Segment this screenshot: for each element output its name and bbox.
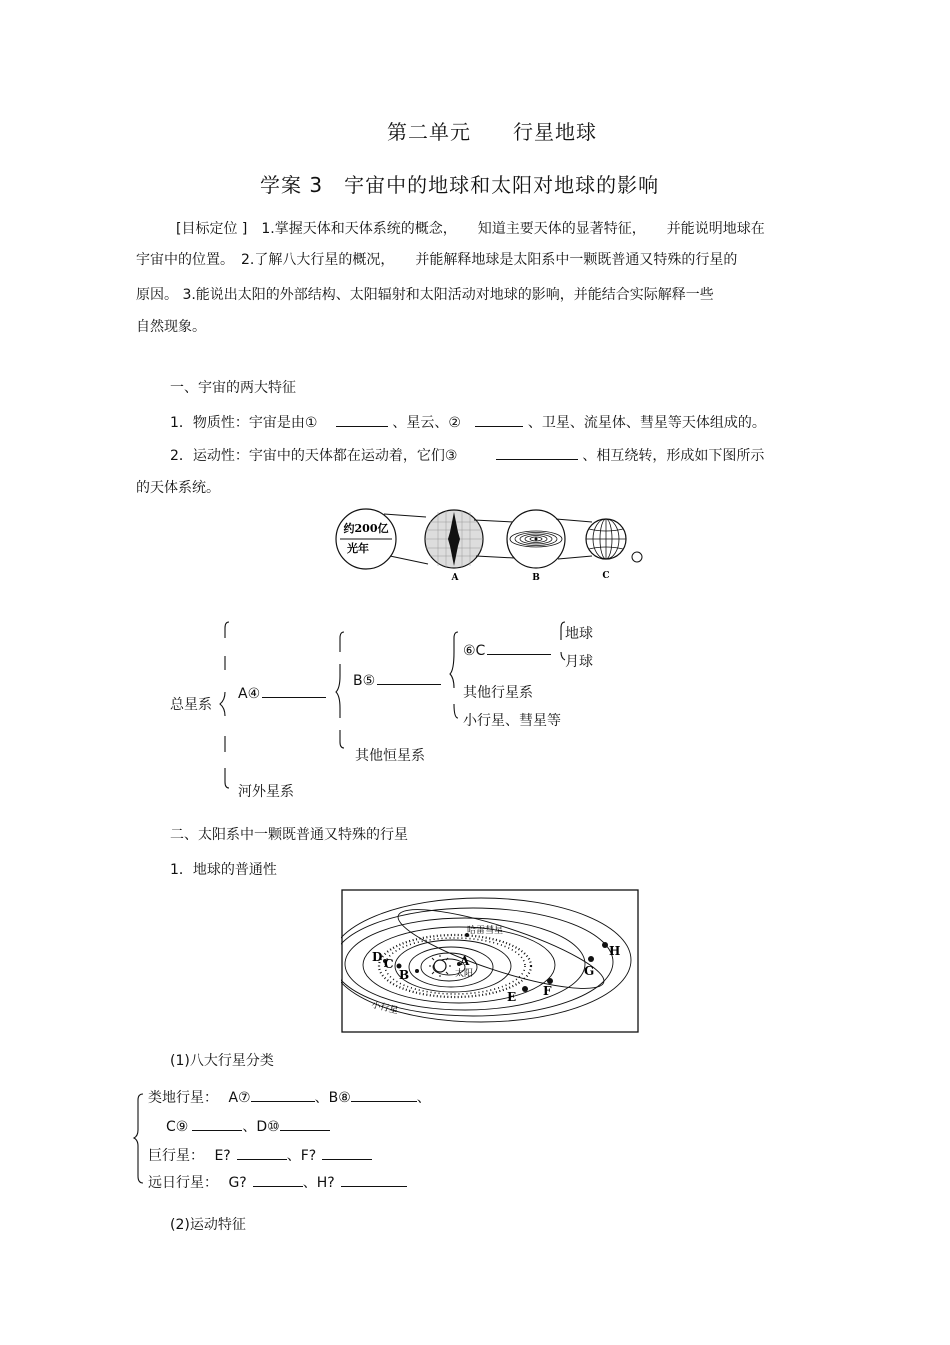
blank-13[interactable] <box>253 1172 303 1187</box>
blank-1[interactable] <box>336 412 388 427</box>
item1-text-b: 、星云、② <box>392 415 461 431</box>
b-label: B⑤ <box>353 673 376 689</box>
blank-8[interactable] <box>351 1087 417 1102</box>
blank-2[interactable] <box>475 412 523 427</box>
lesson-title: 学案 3 宇宙中的地球和太阳对地球的影响 <box>260 173 660 197</box>
planet-f: F <box>543 984 552 998</box>
hierarchy-moon: 月球 <box>565 654 593 670</box>
sun-label: 太阳 <box>455 969 474 979</box>
giant-label: 巨行星： <box>148 1148 204 1164</box>
terrestrial-row-2 <box>166 1116 330 1136</box>
f-label: 、F? <box>286 1148 317 1164</box>
blank-11[interactable] <box>237 1145 287 1160</box>
hierarchy-extragalactic: 河外星系 <box>238 784 294 800</box>
blank-4[interactable] <box>262 683 326 698</box>
section1-heading: 一、宇宙的两大特征 <box>170 380 296 396</box>
classification-heading: (1)八大行星分类 <box>170 1053 274 1069</box>
hierarchy-a <box>238 683 326 702</box>
c9-label: C⑨ <box>166 1119 189 1135</box>
blank-14[interactable] <box>341 1172 407 1187</box>
end-mark: 、 <box>416 1090 431 1106</box>
hierarchy-other-planets: 其他行星系 <box>463 685 533 701</box>
planet-b: B <box>399 968 410 982</box>
section2-item1: 1．地球的普通性 <box>170 862 277 878</box>
item2-text-a: 2．运动性：宇宙中的天体都在运动着，它们③ <box>170 448 458 464</box>
g-label: G? <box>228 1175 247 1191</box>
a7-label: A⑦ <box>228 1090 251 1106</box>
section1-item1 <box>170 412 766 432</box>
item2-text-b: 、相互绕转，形成如下图所示 <box>582 448 765 464</box>
hierarchy-c <box>463 640 551 659</box>
far-label: 远日行星： <box>148 1175 218 1191</box>
planet-c: C <box>384 957 394 971</box>
d10-label: 、D⑩ <box>242 1119 280 1135</box>
h-label: 、H? <box>302 1175 335 1191</box>
section1-item2-cont: 的天体系统。 <box>136 480 220 496</box>
c-label: ⑥C <box>463 643 486 659</box>
universe-unit-text: 光年 <box>347 542 369 555</box>
motion-heading: (2)运动特征 <box>170 1217 246 1233</box>
hierarchy-earth: 地球 <box>565 626 593 642</box>
terrestrial-label: 类地行星： <box>148 1090 218 1106</box>
b8-label: 、B⑧ <box>314 1090 351 1106</box>
planet-e: E <box>507 990 517 1004</box>
blank-3[interactable] <box>496 445 578 460</box>
brace-b <box>450 632 458 718</box>
blank-9[interactable] <box>192 1116 242 1131</box>
blank-7[interactable] <box>251 1087 315 1102</box>
blank-6[interactable] <box>487 640 551 655</box>
brace-root <box>220 622 229 788</box>
objectives-line-3: 原因。 3.能说出太阳的外部结构、太阳辐射和太阳活动对地球的影响，并能结合实际解释一些 <box>136 287 714 303</box>
label-a: A <box>451 573 459 583</box>
blank-10[interactable] <box>280 1116 330 1131</box>
item1-text-c: 、卫星、流星体、彗星等天体组成的。 <box>527 415 766 431</box>
solar-system-figure <box>341 889 639 1033</box>
section1-item2 <box>170 445 764 465</box>
planet-a: A <box>460 954 470 968</box>
planet-g: G <box>584 964 595 978</box>
classification-brace <box>132 1090 146 1190</box>
hierarchy-root: 总星系 <box>170 697 212 713</box>
sun-icon <box>434 960 446 972</box>
objectives-line-4: 自然现象。 <box>136 319 206 335</box>
blank-12[interactable] <box>322 1145 372 1160</box>
giant-row <box>148 1145 372 1165</box>
universe-size-text: 约200亿 <box>343 522 389 535</box>
a-label: A④ <box>238 686 261 702</box>
terrestrial-row <box>148 1087 431 1107</box>
hierarchy-other-stars: 其他恒星系 <box>355 748 425 764</box>
planet-h: H <box>609 944 621 958</box>
far-row <box>148 1172 407 1192</box>
comet-label: 哈雷彗星 <box>467 926 504 936</box>
hierarchy-b <box>353 670 441 689</box>
section2-heading: 二、太阳系中一颗既普通又特殊的行星 <box>170 827 408 843</box>
planet-d: D <box>372 950 383 964</box>
hierarchy-minor: 小行星、彗星等 <box>463 713 561 729</box>
blank-5[interactable] <box>377 670 441 685</box>
moon-circle <box>632 552 642 562</box>
e-label: E? <box>214 1148 231 1164</box>
objectives-line-1: [目标定位 ] 1.掌握天体和天体系统的概念， 知道主要天体的显著特征， 并能说明地球在 <box>176 221 765 237</box>
item1-text-a: 1．物质性：宇宙是由① <box>170 415 318 431</box>
objectives-line-2: 宇宙中的位置。 2.了解八大行星的概况， 并能解释地球是太阳系中一颗既普通又特殊的行星的 <box>136 252 738 268</box>
brace-a <box>336 632 344 748</box>
asteroid-label: 小行星 <box>370 1000 399 1017</box>
celestial-scale-figure <box>330 508 650 590</box>
unit-title: 第二单元 行星地球 <box>387 120 597 144</box>
label-c: C <box>602 571 610 581</box>
label-b: B <box>532 573 540 583</box>
